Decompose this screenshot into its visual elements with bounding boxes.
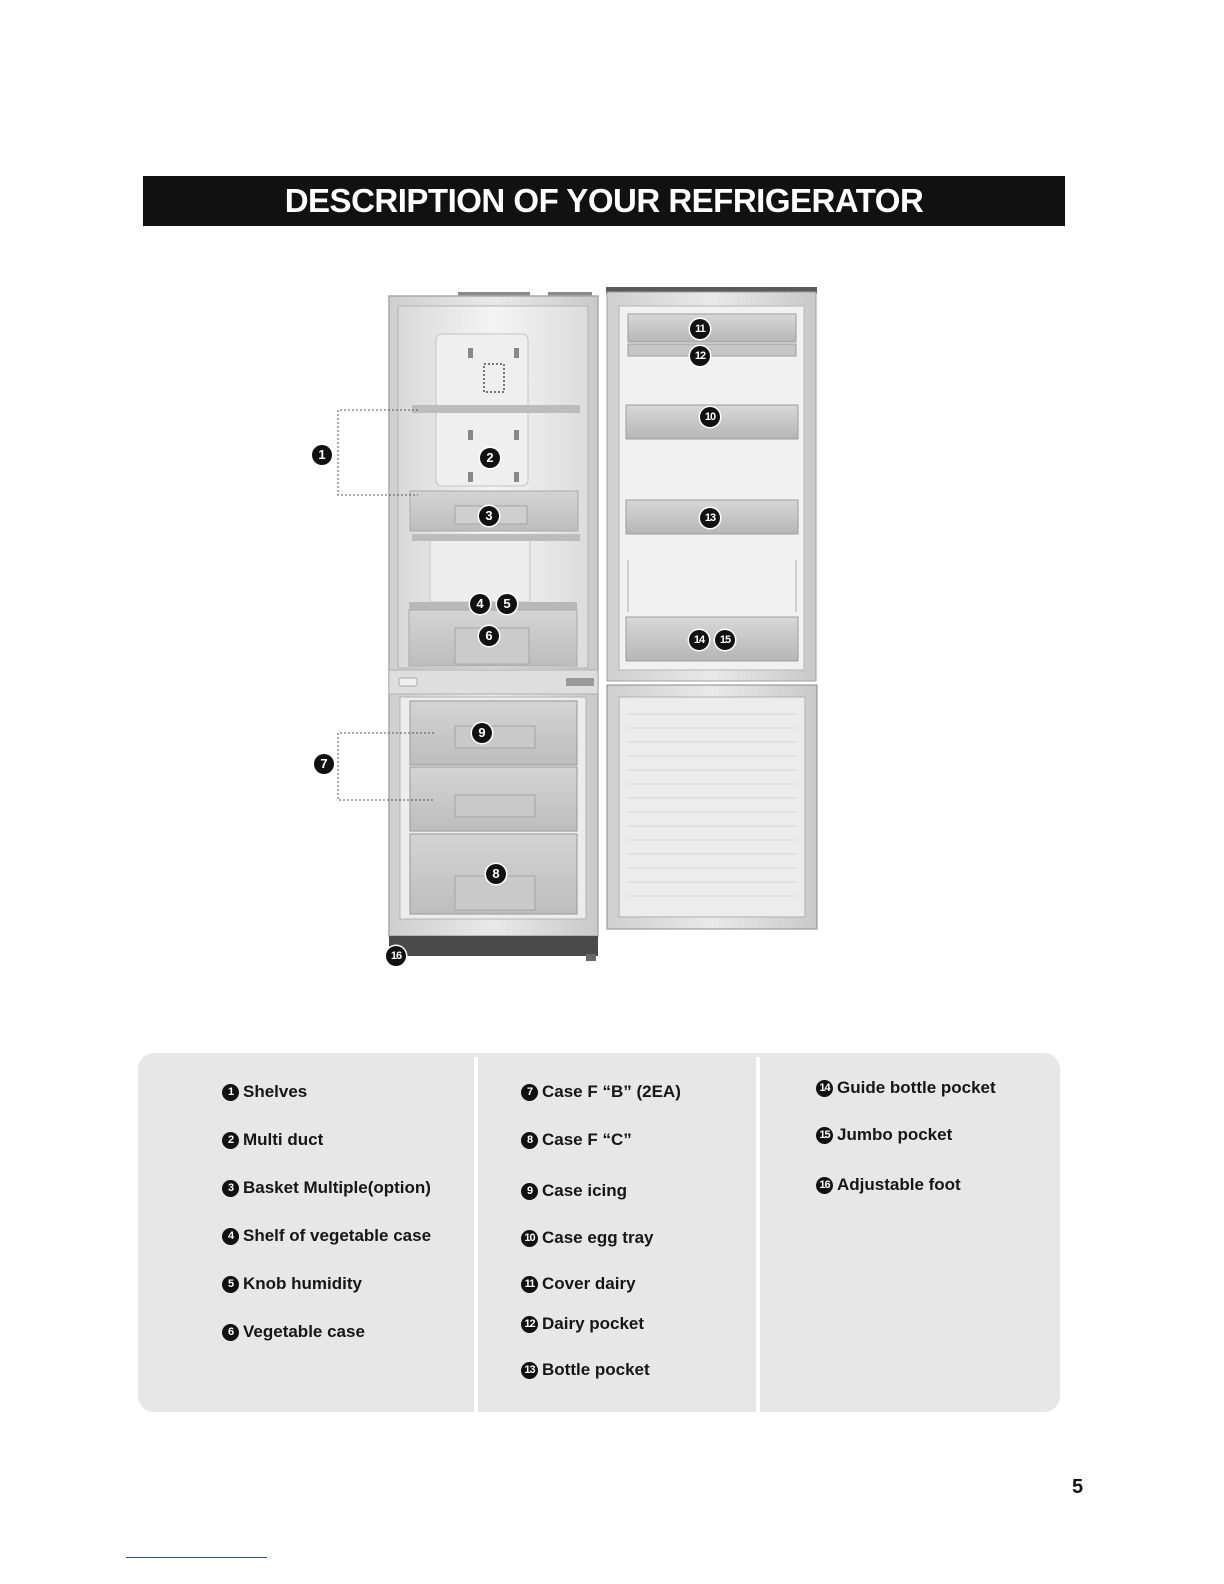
legend-label: Cover dairy: [542, 1274, 636, 1293]
callout-10: 10: [700, 407, 720, 427]
legend-label: Case F “B” (2EA): [542, 1082, 681, 1101]
callout-2: 2: [480, 448, 500, 468]
legend-number-badge: 3: [222, 1180, 239, 1197]
callout-12: 12: [690, 346, 710, 366]
legend-item: [521, 1228, 654, 1248]
legend-item: [521, 1314, 644, 1334]
legend-item: [521, 1181, 627, 1201]
legend-label: Knob humidity: [243, 1274, 362, 1293]
refrigerator-door: [606, 287, 817, 681]
legend-item: [222, 1274, 362, 1294]
legend-divider: [474, 1057, 478, 1412]
legend-number-badge: 8: [521, 1132, 538, 1149]
legend-number-badge: 14: [816, 1080, 833, 1097]
legend-item: [816, 1125, 952, 1145]
legend-item: [521, 1130, 632, 1150]
legend-number-badge: 6: [222, 1324, 239, 1341]
callout-14: 14: [689, 630, 709, 650]
callout-1: 1: [312, 445, 332, 465]
legend-label: Guide bottle pocket: [837, 1078, 996, 1097]
legend-label: Case icing: [542, 1181, 628, 1200]
legend-number-badge: 4: [222, 1228, 239, 1245]
callout-13: 13: [700, 508, 720, 528]
legend-label: Bottle pocket: [542, 1360, 650, 1379]
legend-label: Shelf of vegetable case: [243, 1226, 432, 1245]
legend-item: [222, 1322, 365, 1342]
callout-9: 9: [472, 723, 492, 743]
callout-5: 5: [497, 594, 517, 614]
callout-16: 16: [386, 946, 406, 966]
legend-number-badge: 10: [521, 1230, 538, 1247]
legend-number-badge: 12: [521, 1316, 538, 1333]
callout-11: 11: [690, 319, 710, 339]
callout-15: 15: [715, 630, 735, 650]
legend-number-badge: 11: [521, 1276, 538, 1293]
legend-item: [816, 1078, 996, 1098]
callout-7: 7: [314, 754, 334, 774]
legend-number-badge: 2: [222, 1132, 239, 1149]
page-number: 5: [1072, 1476, 1084, 1498]
page-title: DESCRIPTION OF YOUR REFRIGERATOR: [143, 176, 1065, 226]
legend-number-badge: 1: [222, 1084, 239, 1101]
legend-label: Jumbo pocket: [837, 1125, 953, 1144]
footer-rule: [126, 1557, 267, 1558]
legend-item: [222, 1130, 323, 1150]
legend-number-badge: 9: [521, 1183, 538, 1200]
parts-legend: [138, 1053, 1060, 1412]
legend-label: Shelves: [243, 1082, 308, 1101]
legend-item: [816, 1175, 961, 1195]
legend-number-badge: 16: [816, 1177, 833, 1194]
legend-item: [521, 1082, 681, 1102]
legend-number-badge: 5: [222, 1276, 239, 1293]
legend-number-badge: 15: [816, 1127, 833, 1144]
legend-label: Dairy pocket: [542, 1314, 645, 1333]
callout-3: 3: [479, 506, 499, 526]
legend-item: [521, 1274, 636, 1294]
callout-8: 8: [486, 864, 506, 884]
legend-divider: [756, 1057, 760, 1412]
legend-label: Vegetable case: [243, 1322, 365, 1341]
legend-label: Case F “C”: [542, 1130, 632, 1149]
legend-number-badge: 13: [521, 1362, 538, 1379]
callout-6: 6: [479, 626, 499, 646]
legend-label: Multi duct: [243, 1130, 324, 1149]
multi-duct: [430, 334, 530, 602]
legend-item: [222, 1082, 307, 1102]
legend-item: [222, 1226, 431, 1246]
legend-label: Adjustable foot: [837, 1175, 961, 1194]
legend-number-badge: 7: [521, 1084, 538, 1101]
legend-item: [521, 1360, 650, 1380]
legend-label: Case egg tray: [542, 1228, 654, 1247]
callout-4: 4: [470, 594, 490, 614]
legend-item: [222, 1178, 431, 1198]
freezer-door: [607, 685, 817, 929]
legend-label: Basket Multiple(option): [243, 1178, 431, 1197]
